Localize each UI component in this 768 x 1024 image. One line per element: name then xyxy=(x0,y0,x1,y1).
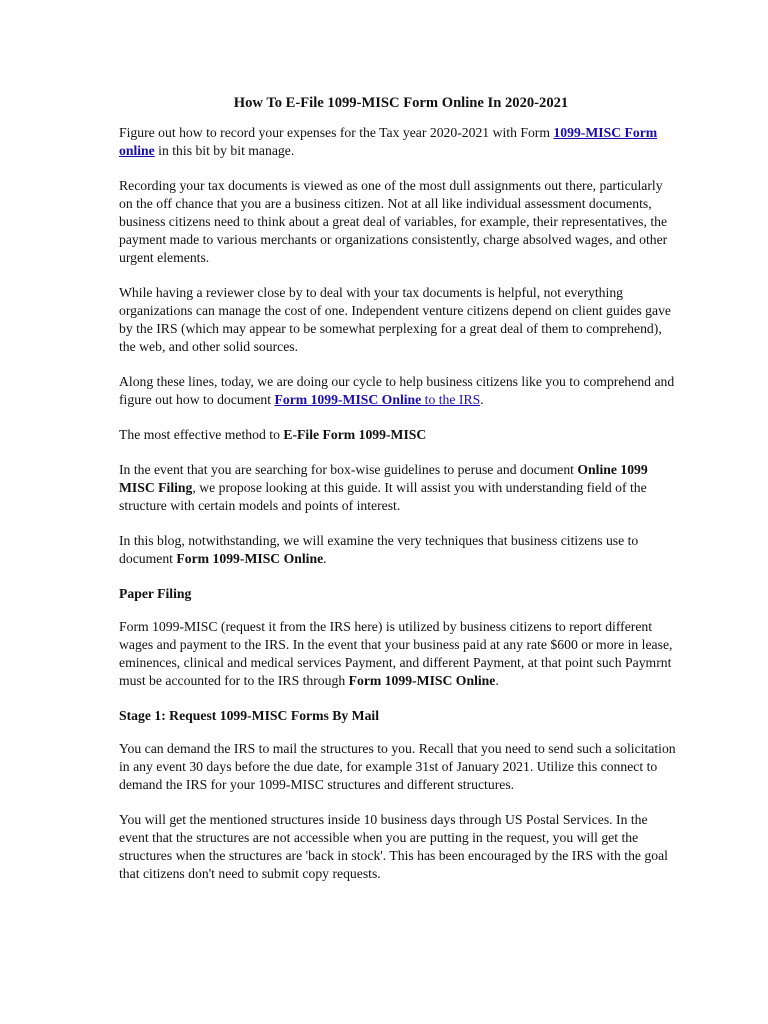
bold-term: E-File Form 1099-MISC xyxy=(283,427,427,442)
bold-term: Form 1099-MISC Online xyxy=(176,551,324,566)
form-online-irs-link[interactable]: Form 1099-MISC Online to the IRS xyxy=(274,392,481,407)
paragraph-reviewer: While having a reviewer close by to deal with your tax documents is helpful, not everything organizations can manage the cost of one. Independent venture citizens depend on client guides gave by the IRS (which may appear to be somewhat perplexing for a great deal of them to comprehend), the web, and other solid sources. xyxy=(119,285,671,354)
paragraph-text-end: , we propose looking at this guide. It will assist you with understanding field of the structure with certain models and points of interest. xyxy=(119,480,647,513)
paragraph-box-wise xyxy=(119,461,679,515)
paragraph-text-end: . xyxy=(480,392,484,407)
paragraph-recording: Recording your tax documents is viewed as one of the most dull assignments out there, particularly on the off chance that you are a business citizen. Not at all like individual assessment documents, business citizens need to think about a great deal of variables, for example, their representatives, the payment made to various merchants or organizations consistently, charge absolved wages, and other urgent elements. xyxy=(119,178,668,265)
paragraph-text: Along these lines, today, we are doing our cycle to help business citizens like you to comprehend and figure out how to document xyxy=(119,374,675,407)
paragraph-text: In the event that you are searching for box-wise guidelines to peruse and document xyxy=(119,462,578,477)
paragraph-text: Form 1099-MISC (request it from the IRS here) is utilized by business citizens to report different wages and payment to the IRS. In the event that your business paid at any rate $600 or more in lease, eminences, clinical and medical services Payment, and different Payment, at that point such Paymrnt must be accounted for to the IRS through xyxy=(119,619,673,688)
paragraph-blog xyxy=(119,532,679,568)
paragraph-method xyxy=(119,426,679,444)
paragraph-mail-request: You can demand the IRS to mail the structures to you. Recall that you need to send such a solicitation in any event 30 days before the due date, for example 31st of January 2021. Utilize this connect to demand the IRS for your 1099-MISC structures and different structures. xyxy=(119,741,676,792)
paragraph-form-1099 xyxy=(119,618,679,690)
form-online-link[interactable]: 1099-MISC Form online xyxy=(119,125,658,158)
document-page xyxy=(119,94,679,900)
intro-text: Figure out how to record your expenses for the Tax year 2020-2021 with Form xyxy=(119,125,554,140)
intro-paragraph xyxy=(119,124,679,160)
bold-term: Form 1099-MISC Online xyxy=(348,673,496,688)
paragraph-text-end: . xyxy=(495,673,499,688)
paragraph-along-these-lines xyxy=(119,373,679,409)
heading-stage-1: Stage 1: Request 1099-MISC Forms By Mail xyxy=(119,708,380,723)
paragraph-text: In this blog, notwithstanding, we will examine the very techniques that business citizens use to document xyxy=(119,533,639,566)
bold-term: Online 1099 MISC Filing xyxy=(119,462,648,495)
paragraph-postal-services: You will get the mentioned structures inside 10 business days through US Postal Services. In the event that the structures are not accessible when you are putting in the request, you will get the structures when the structures are 'back in stock'. This has been encouraged by the IRS with the goal that citizens don't need to submit copy requests. xyxy=(119,812,668,881)
heading-paper-filing: Paper Filing xyxy=(119,586,192,601)
paragraph-text: The most effective method to xyxy=(119,427,284,442)
paragraph-text-end: . xyxy=(323,551,327,566)
page-title: How To E-File 1099-MISC Form Online In 2020-2021 xyxy=(233,95,569,111)
intro-text-end: in this bit by bit manage. xyxy=(154,143,295,158)
